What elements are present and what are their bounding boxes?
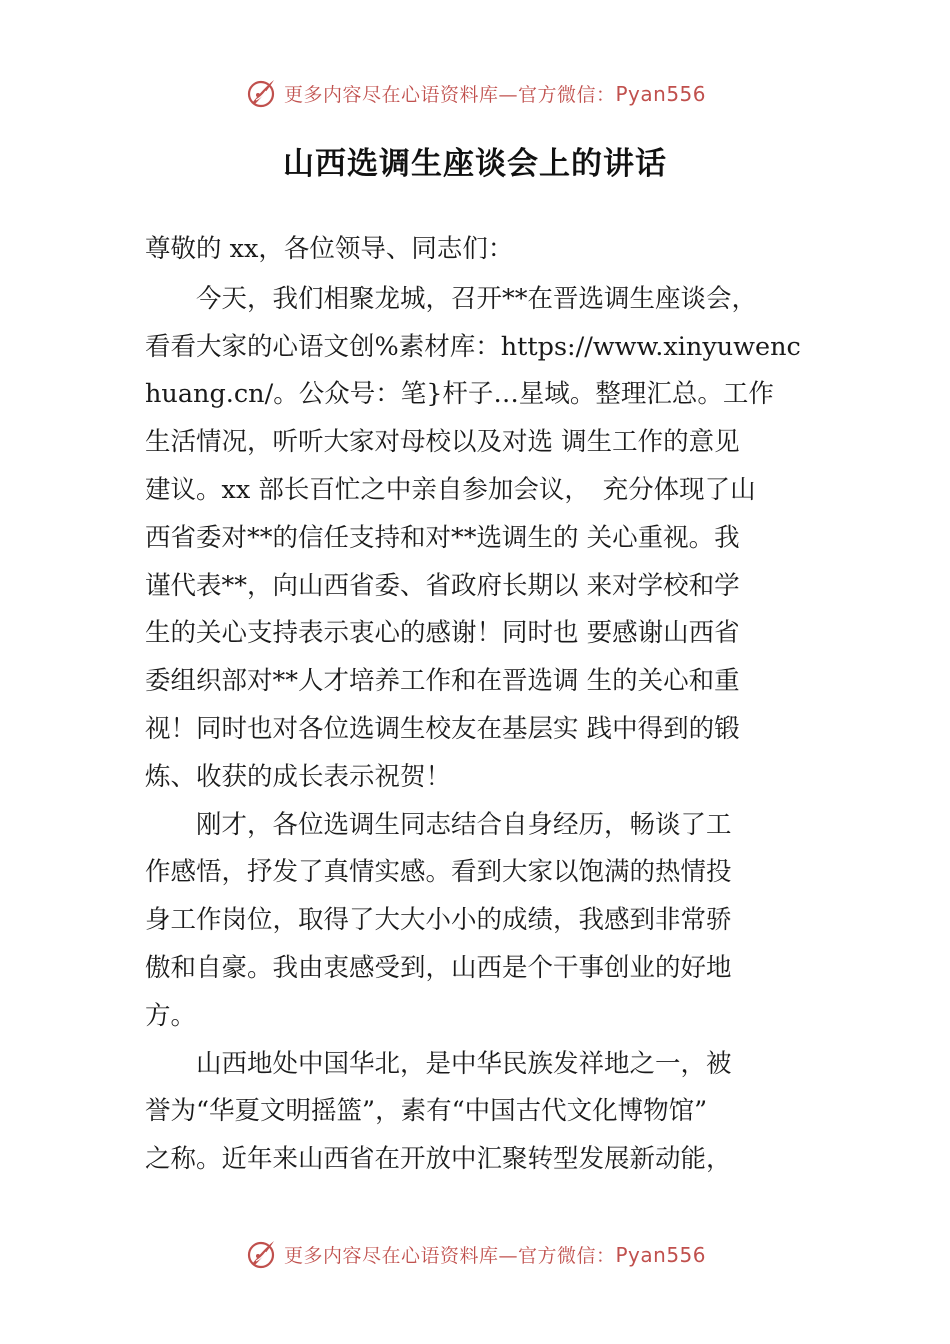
banner-text: 更多内容尽在心语资料库—官方微信：Pyan556: [283, 1242, 707, 1267]
quill-brush-icon: [244, 76, 278, 110]
body-line: 今天，我们相聚龙城，召开**在晋选调生座谈会，: [145, 283, 758, 314]
body-line: 西省委对**的信任支持和对**选调生的 关心重视。我: [145, 522, 740, 553]
body-line: 看看大家的心语文创%素材库：https://www.xinyuwenc: [145, 331, 801, 362]
body-line: 视！同时也对各位选调生校友在基层实 践中得到的锻: [145, 713, 740, 744]
body-line: 山西地处中国华北，是中华民族发祥地之一，被: [145, 1048, 732, 1079]
body-line: 傲和自豪。我由衷感受到，山西是个干事创业的好地: [145, 952, 732, 983]
body-line: 建议。xx 部长百忙之中亲自参加会议， 充分体现了山: [145, 474, 756, 505]
wechat-id: Pyan556: [615, 1242, 707, 1267]
footer-watermark-banner: [0, 1232, 950, 1276]
body-line: 谨代表**，向山西省委、省政府长期以 来对学校和学: [145, 570, 740, 601]
body-line: 尊敬的 xx，各位领导、同志们：: [145, 234, 514, 264]
header-watermark-banner: [0, 71, 950, 115]
body-line: 委组织部对**人才培养工作和在晋选调 生的关心和重: [145, 666, 740, 697]
body-line: 生的关心支持表示衷心的感谢！同时也 要感谢山西省: [145, 618, 740, 649]
wechat-id: Pyan556: [615, 81, 707, 106]
body-line: 炼、收获的成长表示祝贺！: [145, 761, 452, 792]
body-line: huang.cn/。公众号：笔}杆子…星域。整理汇总。工作: [145, 379, 774, 410]
body-line: 之称。近年来山西省在开放中汇聚转型发展新动能，: [145, 1144, 732, 1175]
body-line: 作感悟，抒发了真情实感。看到大家以饱满的热情投: [145, 857, 732, 888]
body-line: 身工作岗位，取得了大大小小的成绩，我感到非常骄: [145, 905, 732, 936]
banner-text: 更多内容尽在心语资料库—官方微信：Pyan556: [283, 81, 707, 106]
document-title: 山西选调生座谈会上的讲话: [283, 146, 667, 182]
body-line: 誉为“华夏文明摇篮”，素有“中国古代文化博物馆”: [145, 1096, 708, 1127]
document-body: [145, 226, 835, 1184]
body-line: 刚才，各位选调生同志结合自身经历，畅谈了工: [145, 809, 732, 840]
body-line: 生活情况，听听大家对母校以及对选 调生工作的意见: [145, 427, 740, 458]
body-line: 方。: [145, 1000, 197, 1031]
quill-brush-icon: [244, 1237, 278, 1271]
